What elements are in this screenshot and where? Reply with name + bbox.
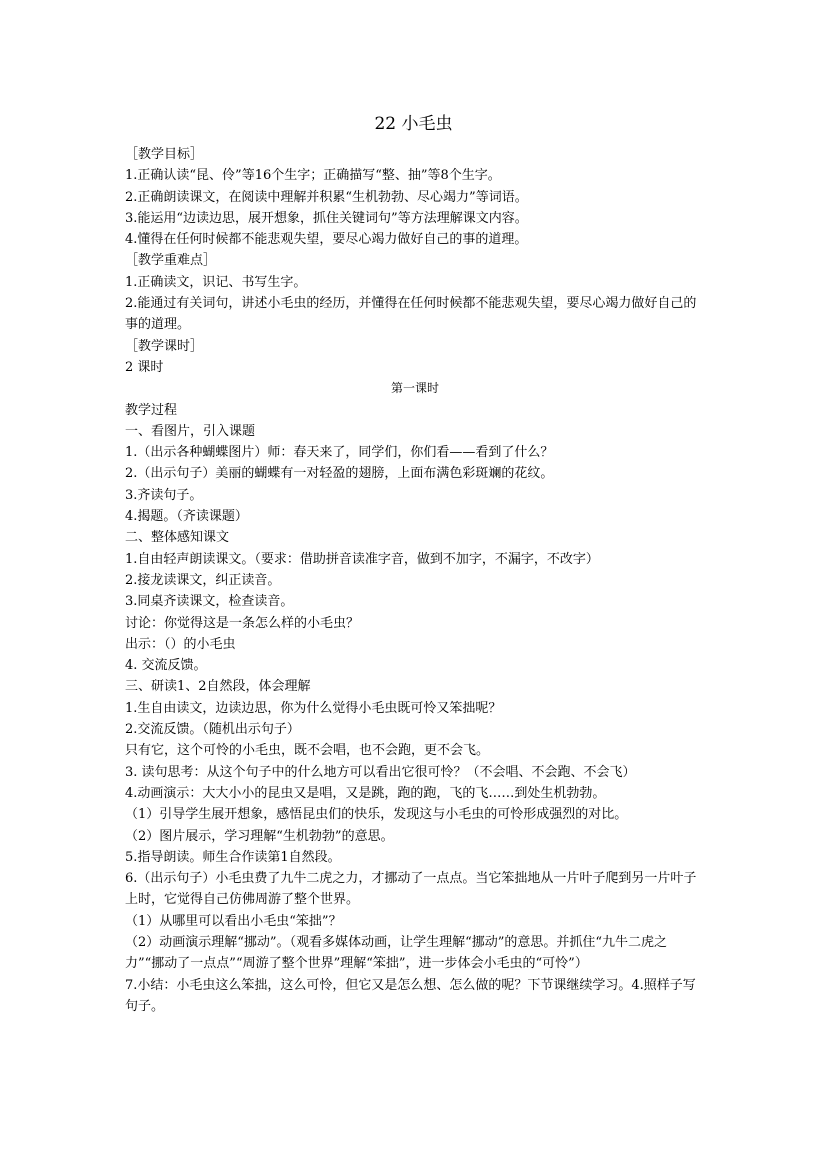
period-count: 2 课时 [125,359,164,375]
part-1-step-2: 2.（出示句子）美丽的蝴蝶有一对轻盈的翅膀，上面布满色彩斑斓的花纹。 [125,466,554,482]
process-heading: 教学过程 [125,402,178,418]
lesson-heading: 第一课时 [390,381,439,396]
goal-item-3: 3.能运用“边读边思，展开想象，抓住关键词句”等方法理解课文内容。 [125,210,528,226]
document-title: 22 小毛虫 [374,114,453,134]
part-3-substep-6-1: （1）从哪里可以看出小毛虫“笨拙”？ [125,913,342,929]
key-point-1: 1.正确读文，识记、书写生字。 [125,274,307,290]
part-2-discussion: 讨论：你觉得这是一条怎么样的小毛虫？ [125,615,360,631]
part-3-step-5: 5.指导朗读。师生合作读第1自然段。 [125,849,341,865]
part-1-step-1: 1.（出示各种蝴蝶图片）师：春天来了，同学们，你们看——看到了什么？ [125,445,554,461]
part-2-step-3: 3.同桌齐读课文，检查读音。 [125,594,294,610]
goal-item-2: 2.正确朗读课文，在阅读中理解并积累“生机勃勃、尽心竭力”等词语。 [125,189,528,205]
part-2-display: 出示：（）的小毛虫 [125,636,236,652]
part-3-sentence: 只有它，这个可怜的小毛虫，既不会唱，也不会跑，更不会飞。 [125,743,490,759]
section-heading-periods: ［教学课时］ [125,338,204,354]
part-3-substep-2: （2）图片展示，学习理解“生机勃勃”的意思。 [125,828,394,844]
part-2-step-4: 4. 交流反馈。 [125,658,207,674]
part-3-substep-1: （1）引导学生展开想象，感悟昆虫们的快乐，发现这与小毛虫的可怜形成强烈的对比。 [125,807,628,823]
part-3-step-7: 7.小结：小毛虫这么笨拙，这么可怜，但它又是怎么想、怎么做的呢？下节课继续学习。4.照样子写句子。 [125,977,696,1014]
section-heading-key-points: ［教学重难点］ [125,253,217,269]
part-3-step-3: 3. 读句思考：从这个句子中的什么地方可以看出它很可怜？（不会唱、不会跑、不会飞） [125,764,636,780]
part-3-step-2: 2.交流反馈。（随机出示句子） [125,722,300,738]
part-3-step-1: 1.生自由读文，边读边思，你为什么觉得小毛虫既可怜又笨拙呢？ [125,700,502,716]
part-3-heading: 三、研读1、2自然段，体会理解 [125,679,311,695]
part-2-step-1: 1.自由轻声朗读课文。（要求：借助拼音读准字音，做到不加字，不漏字，不改字） [125,551,599,567]
part-3-step-6: 6.（出示句子）小毛虫费了九牛二虎之力，才挪动了一点点。当它笨拙地从一片叶子爬到另一片叶子上时，它觉得自己仿佛周游了整个世界。 [125,871,697,908]
part-2-step-2: 2.接龙读课文，纠正读音。 [125,572,281,588]
document-body [125,144,705,1017]
key-point-2: 2.能通过有关词句，讲述小毛虫的经历，并懂得在任何时候都不能悲观失望，要尽心竭力做好自己的事的道理。 [125,296,697,333]
part-1-heading: 一、看图片，引入课题 [125,423,256,439]
part-3-substep-6-2: （2）动画演示理解“挪动”。（观看多媒体动画，让学生理解“挪动”的意思。并抓住“九牛二虎之力”“挪动了一点点”“周游了整个世界”理解“笨拙”，进一步体会小毛虫的“可怜”） [125,934,668,972]
goal-item-4: 4.懂得在任何时候都不能悲观失望，要尽心竭力做好自己的事的道理。 [125,232,528,248]
section-heading-goals: ［教学目标］ [125,147,204,162]
part-1-step-3: 3.齐读句子。 [125,487,203,503]
part-3-step-4: 4.动画演示：大大小小的昆虫又是唱，又是跳，跑的跑，飞的飞……到处生机勃勃。 [125,785,606,801]
part-1-step-4: 4.揭题。（齐读课题） [125,509,248,525]
part-2-heading: 二、整体感知课文 [125,530,230,546]
goal-item-1: 1.正确认读“昆、伶”等16个生字；正确描写“整、抽”等8个生字。 [125,168,501,184]
